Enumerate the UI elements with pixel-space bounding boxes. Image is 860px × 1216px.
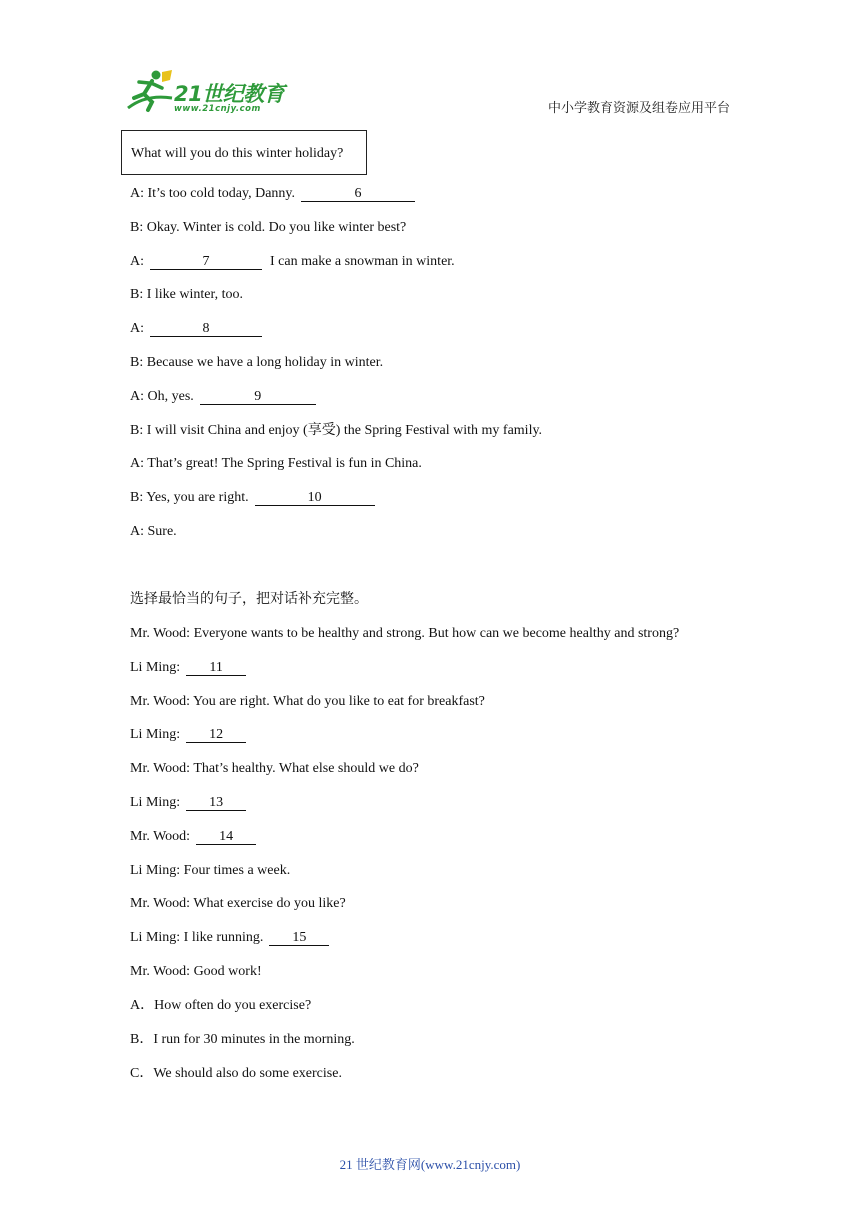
dialogue-line — [130, 625, 679, 643]
line-text: Li Ming: I like running. — [130, 930, 264, 946]
answer-option: C．We should also do some exercise. — [130, 1065, 342, 1081]
page-header — [0, 0, 860, 125]
answer-blank[interactable]: 15 — [269, 930, 329, 946]
runner-logo-icon — [122, 68, 174, 114]
topic-box: What will you do this winter holiday? — [121, 130, 367, 175]
line-text: B: Yes, you are right. — [130, 490, 249, 506]
line-text: A: Sure. — [130, 524, 177, 539]
line-text: A: Oh, yes. — [130, 388, 194, 404]
dialogue-line — [130, 862, 290, 880]
line-text: B: I like winter, too. — [130, 287, 243, 303]
line-text: Mr. Wood: What exercise do you like? — [130, 896, 346, 912]
platform-label: 中小学教育资源及组卷应用平台 — [548, 100, 731, 115]
dialogue-line — [130, 388, 316, 406]
dialogue-line — [130, 253, 455, 271]
line-text: B: I will visit China and enjoy (享受) the Spring Festival with my family. — [130, 422, 543, 438]
answer-blank[interactable]: 8 — [150, 321, 262, 337]
answer-blank[interactable]: 14 — [196, 829, 256, 845]
dialogue-line — [130, 422, 542, 440]
answer-blank[interactable]: 7 — [150, 254, 262, 270]
dialogue-line — [130, 489, 375, 507]
dialogue-line — [130, 354, 383, 372]
dialogue-line — [130, 895, 346, 913]
answer-option: B．I run for 30 minutes in the morning. — [130, 1031, 355, 1047]
line-text: Li Ming: — [130, 795, 181, 810]
line-text: Mr. Wood: That’s healthy. What else should we do? — [130, 761, 419, 777]
answer-blank[interactable]: 9 — [200, 389, 316, 405]
answer-blank[interactable]: 12 — [186, 727, 246, 743]
dialogue-line — [130, 455, 422, 473]
line-suffix: I can make a snowman in winter. — [270, 253, 455, 269]
answer-blank[interactable]: 6 — [301, 186, 415, 202]
dialogue-line — [130, 929, 329, 947]
line-text: A: It’s too cold today, Danny. — [130, 186, 295, 201]
line-text: Mr. Wood: Everyone wants to be healthy and strong. But how can we become healthy and strong? — [130, 626, 680, 641]
dialogue-line — [130, 185, 415, 203]
dialogue-line — [130, 693, 485, 711]
answer-blank[interactable]: 10 — [255, 490, 375, 506]
answer-blank[interactable]: 11 — [186, 660, 246, 676]
dialogue-line — [130, 320, 262, 338]
dialogue-line — [130, 963, 262, 981]
logo-url: www.21cnjy.com — [174, 104, 261, 114]
dialogue-line — [130, 523, 177, 541]
logo-text: 21世纪教育 — [174, 82, 285, 106]
line-text: B: Okay. Winter is cold. Do you like winter best? — [130, 219, 407, 235]
line-text: A: — [130, 321, 144, 337]
footer-text: 21 世纪教育网(www.21cnjy.com) — [339, 1157, 521, 1172]
line-text: Mr. Wood: You are right. What do you like to eat for breakfast? — [130, 693, 485, 709]
dialogue-line — [130, 286, 243, 304]
dialogue-line — [130, 760, 419, 778]
line-text: Mr. Wood: Good work! — [130, 964, 262, 979]
line-text: Li Ming: — [130, 659, 181, 675]
section-2-instruction: 选择最恰当的句子，把对话补充完整。 — [130, 592, 368, 607]
dialogue-line — [130, 726, 246, 744]
answer-blank[interactable]: 13 — [186, 795, 246, 811]
dialogue-line — [130, 794, 246, 812]
line-text: Mr. Wood: — [130, 828, 191, 844]
line-text: Li Ming: — [130, 727, 181, 743]
line-text: Li Ming: Four times a week. — [130, 862, 291, 878]
dialogue-line — [130, 659, 246, 677]
dialogue-line — [130, 828, 256, 846]
line-text: A: — [130, 253, 144, 269]
line-text: B: Because we have a long holiday in winter. — [130, 355, 384, 370]
logo — [122, 68, 292, 116]
answer-option: A．How often do you exercise? — [130, 998, 312, 1013]
dialogue-line — [130, 219, 406, 237]
line-text: A: That’s great! The Spring Festival is fun in China. — [130, 456, 422, 472]
